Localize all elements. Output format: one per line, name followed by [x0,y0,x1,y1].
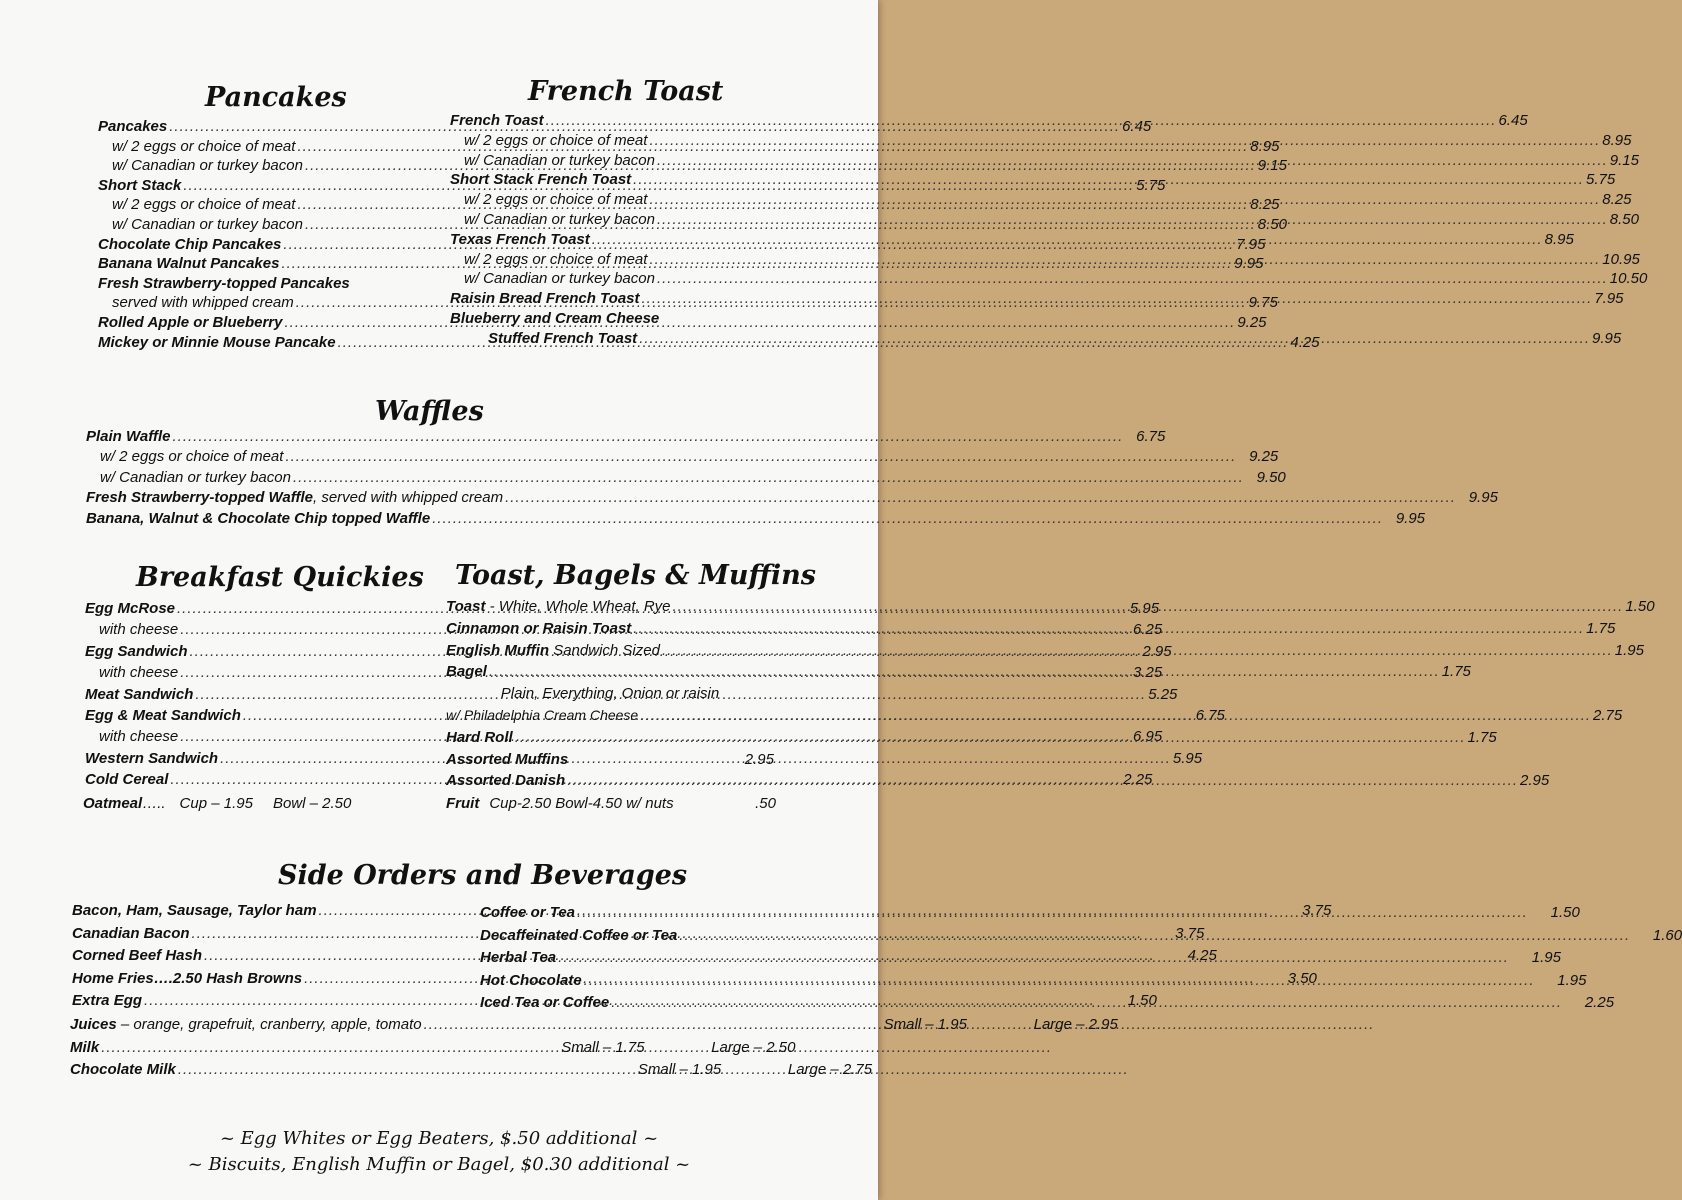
menu-item-price: 1.50 [1550,904,1580,921]
dot-leader [101,1039,531,1056]
menu-item-price: 1.75 [1586,619,1616,637]
dot-leader [657,211,1608,228]
menu-item [450,210,1639,231]
menu-item-label: Canadian Bacon [72,924,190,942]
menu-item-price: 10.50 [1609,270,1648,288]
menu-item-label: Corned Beef Hash [72,947,203,965]
menu-item-price: 8.25 [1250,196,1280,214]
menu-item-price: 9.95 [1395,509,1426,527]
fruit-row [446,795,776,815]
menu-item-price: 1.75 [1467,728,1497,746]
menu-item-label: Toast [446,598,486,615]
menu-item-price: 3.75 [1302,902,1332,919]
menu-item [86,428,1166,448]
menu-item-price: 6.75 [1136,428,1166,445]
menu-item-label: Short Stack [98,176,182,194]
menu-item-price: 5.25 [1148,685,1178,703]
menu-item-price: 1.95 [1531,949,1561,967]
dot-leader [649,191,1600,208]
menu-item-label: Home Fries….2.50 Hash Browns [72,969,303,987]
menu-item-price: 1.50 [1127,992,1157,1010]
menu-item-price: 1.95 [1557,971,1587,989]
menu-item [450,171,1616,191]
menu-item-price: 6.75 [1195,706,1225,724]
menu-item-label: Western Sandwich [85,749,219,767]
beverage-small-price: Small – 1.95 [883,1016,967,1033]
menu-item [446,751,774,773]
menu-item-detail: Sandwich Sized [549,641,660,659]
menu-item-label: Fresh Strawberry-topped Waffle [86,489,313,507]
menu-item-label: Banana, Walnut & Chocolate Chip topped Waffle [86,509,431,527]
fruit-detail: Cup-2.50 Bowl-4.50 w/ nuts [489,795,674,812]
menu-item-price: 2.95 [744,750,774,768]
menu-item-label: Bacon, Ham, Sausage, Taylor ham [72,902,317,919]
menu-item-price: 1.75 [1441,663,1471,681]
note-egg-whites: ~ Egg Whites or Egg Beaters, $.50 additional ~ [219,1128,659,1149]
menu-item-price: 1.95 [1614,641,1644,659]
menu-item-label: Assorted Muffins [446,750,569,768]
menu-item-price: 9.15 [1609,151,1639,169]
note-biscuits: ~ Biscuits, English Muffin or Bagel, $0.30 additional ~ [187,1154,691,1175]
quickies-title: Breakfast Quickies [136,562,424,593]
menu-item-label: w/ Canadian or turkey bacon [464,270,655,288]
menu-item-price: 10.95 [1602,250,1640,268]
menu-item [450,131,1632,152]
menu-item-label: Blueberry and Cream Cheese [450,309,660,327]
dot-leader [639,330,1590,347]
menu-item [446,685,774,707]
fruit-price: .50 [755,795,776,812]
menu-item-price: 9.15 [1257,157,1287,175]
menu-item-label: with cheese [99,664,179,682]
beverage-label: Juices [70,1016,117,1033]
menu-item-price: 3.50 [1287,969,1317,987]
beverage-detail: – orange, grapefruit, cranberry, apple, tomato [116,1016,422,1033]
menu-item-label: Plain Waffle [86,428,171,445]
oatmeal-row: Oatmeal….. Cup – 1.95 Bowl – 2.50 [83,795,352,812]
menu-item-label: Rolled Apple or Blueberry [98,313,283,331]
waffles-title: Waffles [375,396,484,427]
dot-leader [657,152,1608,169]
menu-item-price: 6.25 [1133,621,1163,639]
menu-item-price: 9.50 [1256,468,1286,486]
menu-item-label: Fresh Strawberry-topped Pancakes [98,274,350,292]
menu-item-label: Pancakes [98,118,168,135]
menu-item-price: 5.95 [1129,600,1160,617]
beverages-list [70,1016,1118,1084]
beverage-label: Milk [70,1038,100,1056]
menu-item-price: 8.95 [1544,230,1574,248]
menu-item-label: w/ 2 eggs or choice of meat [100,448,284,466]
menu-item [450,112,1528,132]
menu-item-price: 4.25 [1290,333,1320,351]
menu-item-price: 3.25 [1133,664,1163,682]
toast-title: Toast, Bagels & Muffins [455,560,816,591]
menu-item-price: 9.95 [1592,329,1622,347]
menu-item-label: Short Stack French Toast [450,171,632,189]
dot-leader [489,663,1440,680]
dot-leader [178,1061,608,1078]
beverage-small-price: Small – 1.95 [637,1061,722,1079]
menu-item-price: 9.95 [1234,255,1264,273]
menu-item-label: Plain, Everything, Onion or raisin [500,685,720,703]
menu-item-label: served with whipped cream [112,294,294,312]
menu-item-label: Bagel [446,663,487,681]
menu-item-label: Egg & Meat Sandwich [85,706,241,724]
menu-item-label: w/ 2 eggs or choice of meat [464,250,648,268]
waffles-list [86,428,1498,530]
menu-item-label: Cinnamon or Raisin Toast [446,619,632,637]
menu-item-label: Iced Tea or Coffee [480,994,610,1012]
menu-item-label: Banana Walnut Pancakes [98,255,280,273]
dot-leader [515,729,1466,746]
dot-leader [432,510,1383,527]
menu-item-label: Assorted Danish [446,772,566,790]
menu-item-price: 9.95 [1468,489,1498,507]
menu-item-price: 7.95 [1594,290,1624,308]
menu-item [450,191,1632,211]
french-toast-title: French Toast [528,76,724,107]
menu-item-label: w/ Canadian or turkey bacon [464,210,655,228]
menu-item-price: 8.95 [1250,137,1280,155]
menu-item-price: 9.75 [1248,294,1278,312]
menu-item-price: 7.95 [1236,235,1266,253]
menu-item-label: Stuffed French Toast [488,329,638,347]
menu-item-label: Egg Sandwich [85,642,188,660]
menu-item [86,489,1498,509]
menu-item-label: Mickey or Minnie Mouse Pancake [98,333,336,351]
menu-item-price: 8.50 [1609,210,1639,228]
menu-item-label: Raisin Bread French Toast [450,290,640,308]
menu-item [98,196,1280,216]
beverage-label: Chocolate Milk [70,1061,176,1079]
oatmeal-bowl: Bowl – 2.50 [272,795,352,812]
menu-item-label: Hot Chocolate [480,971,582,989]
menu-item-label: Herbal Tea [480,949,557,967]
menu-item-label: Coffee or Tea [480,904,576,921]
menu-item [86,468,1286,489]
menu-item [98,157,1287,177]
dot-leader [642,290,1593,307]
menu-item-price: 2.95 [1520,772,1550,790]
menu-item-price: 2.95 [1142,642,1172,660]
menu-item-price: 6.95 [1133,728,1163,746]
menu-item-price: 3.75 [1175,924,1205,942]
menu-item [98,137,1280,158]
beverage-large-price: Large – 2.95 [1033,1016,1118,1033]
menu-item-label: Cold Cereal [85,771,169,789]
menu-item [450,310,770,330]
menu-item-label: w/ Philadelphia Cream Cheese [446,706,639,723]
dot-leader [285,448,1236,465]
menu-item-price: 5.75 [1136,176,1166,194]
dot-leader [592,231,1543,248]
oatmeal-cup: Cup – 1.95 [179,795,253,812]
menu-item [450,151,1639,172]
menu-item-label: Meat Sandwich [85,685,194,703]
menu-item-label: with cheese [99,621,179,639]
menu-item-label: w/ Canadian or turkey bacon [112,215,303,233]
menu-item-price: 6.45 [1122,118,1152,135]
menu-item-label: w/ Canadian or turkey bacon [464,151,655,169]
menu-item-label: Texas French Toast [450,230,590,248]
menu-item [98,215,1287,236]
menu-item-price: 1.60 [1652,926,1682,944]
menu-item-price: 5.95 [1172,749,1203,767]
menu-item-price: 5.75 [1585,171,1616,189]
dot-leader [662,642,1613,659]
menu-item-label: w/ 2 eggs or choice of meat [464,191,648,209]
menu-item-label: Hard Roll [446,728,513,746]
dot-leader [633,171,1584,188]
dot-leader [558,949,1509,966]
menu-item-price: 9.25 [1237,313,1267,331]
menu-item-price: 4.25 [1187,947,1217,965]
menu-item-label: w/ Canadian or turkey bacon [100,468,291,486]
menu-item [450,270,1648,290]
menu-item-price: 8.50 [1257,215,1287,233]
menu-item-price: 9.25 [1249,448,1279,466]
menu-item-label: English Muffin [446,641,550,659]
beverage-small-price: Small – 1.75 [561,1038,645,1056]
beverage-large-price: Large – 2.50 [711,1038,796,1056]
fruit-label: Fruit [446,795,480,812]
menu-item-label: w/ 2 eggs or choice of meat [464,131,648,149]
dot-leader [293,469,1244,486]
menu-item-price: 2.25 [1584,994,1615,1012]
menu-item [86,509,1426,530]
dot-leader [172,428,1123,445]
menu-item [86,448,1279,468]
menu-item-label: Decaffeinated Coffee or Tea [480,926,678,944]
dot-leader [679,924,1630,944]
beverage-large-price: Large – 2.75 [787,1061,873,1079]
dot-leader [649,251,1600,268]
menu-item-detail: , served with whipped cream [313,489,504,507]
dot-leader [546,112,1497,129]
menu-item-price: 2.75 [1593,706,1623,724]
menu-item [98,275,416,295]
menu-item-label: French Toast [450,112,544,129]
menu-item-label: w/ 2 eggs or choice of meat [112,137,296,155]
menu-item-detail: - White, Whole Wheat, Rye [485,598,671,615]
menu-item-price: 1.50 [1625,598,1655,615]
dot-leader [649,132,1600,149]
oatmeal-label: Oatmeal [83,795,143,812]
menu-item-label: w/ 2 eggs or choice of meat [112,196,296,214]
dot-leader [611,994,1562,1011]
dot-leader [640,707,1591,724]
dot-leader [505,489,1456,506]
beverage-row [70,1016,1118,1039]
menu-item-price: 8.95 [1602,131,1632,149]
sides-title: Side Orders and Beverages [278,860,688,891]
dot-leader [673,598,1624,615]
menu-item-label: Extra Egg [72,992,143,1010]
menu-item-label: w/ Canadian or turkey bacon [112,157,303,175]
menu-item-price: 6.45 [1498,112,1528,129]
menu-item-label: with cheese [99,728,179,746]
menu-item-price: 2.25 [1123,771,1153,789]
dot-leader [633,620,1584,637]
dot-leader [584,969,1535,989]
menu-item-label: Egg McRose [85,600,176,617]
beverage-row [70,1039,810,1062]
beverage-row [70,1061,873,1084]
menu-item-label: Chocolate Chip Pancakes [98,235,282,253]
dot-leader [577,904,1528,921]
pancakes-title: Pancakes [205,82,347,113]
dot-leader [657,270,1608,287]
dot-leader [424,1016,854,1033]
dot-leader [567,772,1518,789]
menu-item-price: 8.25 [1602,191,1632,209]
